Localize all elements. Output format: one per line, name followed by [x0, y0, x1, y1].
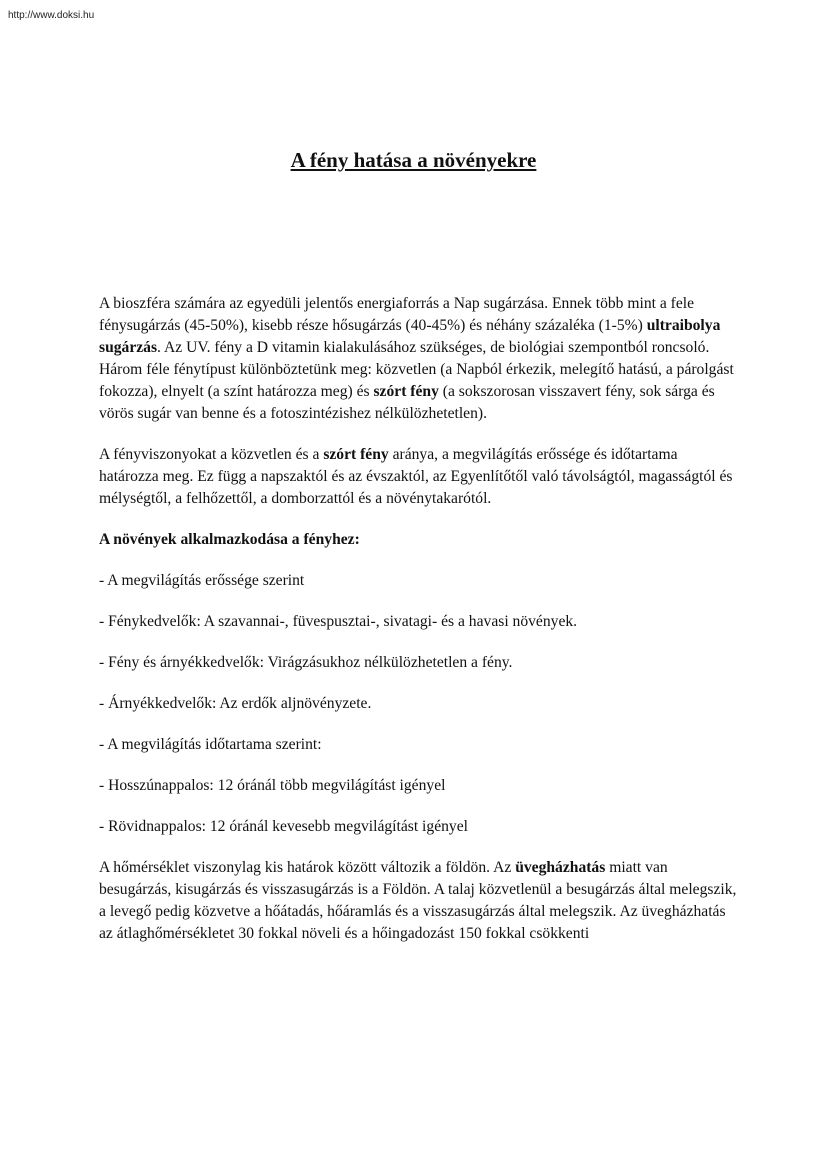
list-item: - Árnyékkedvelők: Az erdők aljnövényzete.: [99, 695, 372, 712]
list-item: - A megvilágítás időtartama szerint:: [99, 736, 322, 753]
text-segment: . Az UV. fény a D vitamin kialakulásához szükséges, de biológiai szempontból roncsoló. Három féle fénytípust különböztetünk meg: közvetlen (a Napból érkezik, melegítő hatású, a párolgást fokozza), elnyelt (a színt határozza meg) és: [99, 339, 734, 400]
bold-term-greenhouse-effect: üvegházhatás: [515, 859, 606, 876]
text-segment: A bioszféra számára az egyedüli jelentős energiaforrás a Nap sugárzása. Ennek több mint a fele fénysugárzás (45-50%), kisebb része hősugárzás (40-45%) és néhány százaléka (1-5%): [99, 295, 695, 334]
list-item: - Fénykedvelők: A szavannai-, füvespusztai-, sivatagi- és a havasi növények.: [99, 613, 578, 630]
text-segment: miatt van besugárzás, kisugárzás és visszasugárzás is a Földön. A talaj közvetlenül a besugárzás által melegszik, a levegő pedig közvetve a hőátadás, hőáramlás és a visszasugárzás által melegszik. Az üvegházhatás az átlaghőmérsékletet 30 fokkal növeli és a hőingadozást 150 fokkal csökkenti: [99, 859, 737, 942]
text-segment: aránya, a megvilágítás erőssége és időtartama határozza meg. Ez függ a napszaktól és az évszaktól, az Egyenlítőtől való távolságtól, magasságtól és mélységtől, a felhőzettől, a domborzattól és a növénytakarótól.: [99, 446, 733, 507]
list-item: - Rövidnappalos: 12 óránál kevesebb megvilágítást igényel: [99, 818, 468, 835]
list-item: - Hosszúnappalos: 12 óránál több megvilágítást igényel: [99, 777, 446, 794]
section-heading: A növények alkalmazkodása a fényhez:: [99, 531, 360, 548]
intro-paragraph: [99, 293, 739, 425]
list-item: - Fény és árnyékkedvelők: Virágzásukhoz nélkülözhetetlen a fény.: [99, 654, 513, 671]
bold-term-scattered-light: szórt fény: [323, 446, 389, 463]
bold-term-scattered-light: szórt fény: [373, 383, 439, 400]
document-body: [99, 293, 739, 945]
source-url: http://www.doksi.hu: [8, 10, 95, 21]
text-segment: (a sokszorosan visszavert fény, sok sárga és vörös sugár van benne és a fotoszintézishez nélkülözhetetlen).: [99, 383, 715, 422]
text-segment: A fényviszonyokat a közvetlen és a: [99, 446, 324, 463]
light-conditions-paragraph: [99, 444, 739, 510]
list-item: - A megvilágítás erőssége szerint: [99, 572, 305, 589]
text-segment: A hőmérséklet viszonylag kis határok között változik a földön. Az: [99, 859, 516, 876]
temperature-paragraph: [99, 857, 739, 945]
page-title: A fény hatása a növényekre: [290, 148, 537, 172]
bold-term-uv: ultraibolya sugárzás: [99, 317, 721, 356]
